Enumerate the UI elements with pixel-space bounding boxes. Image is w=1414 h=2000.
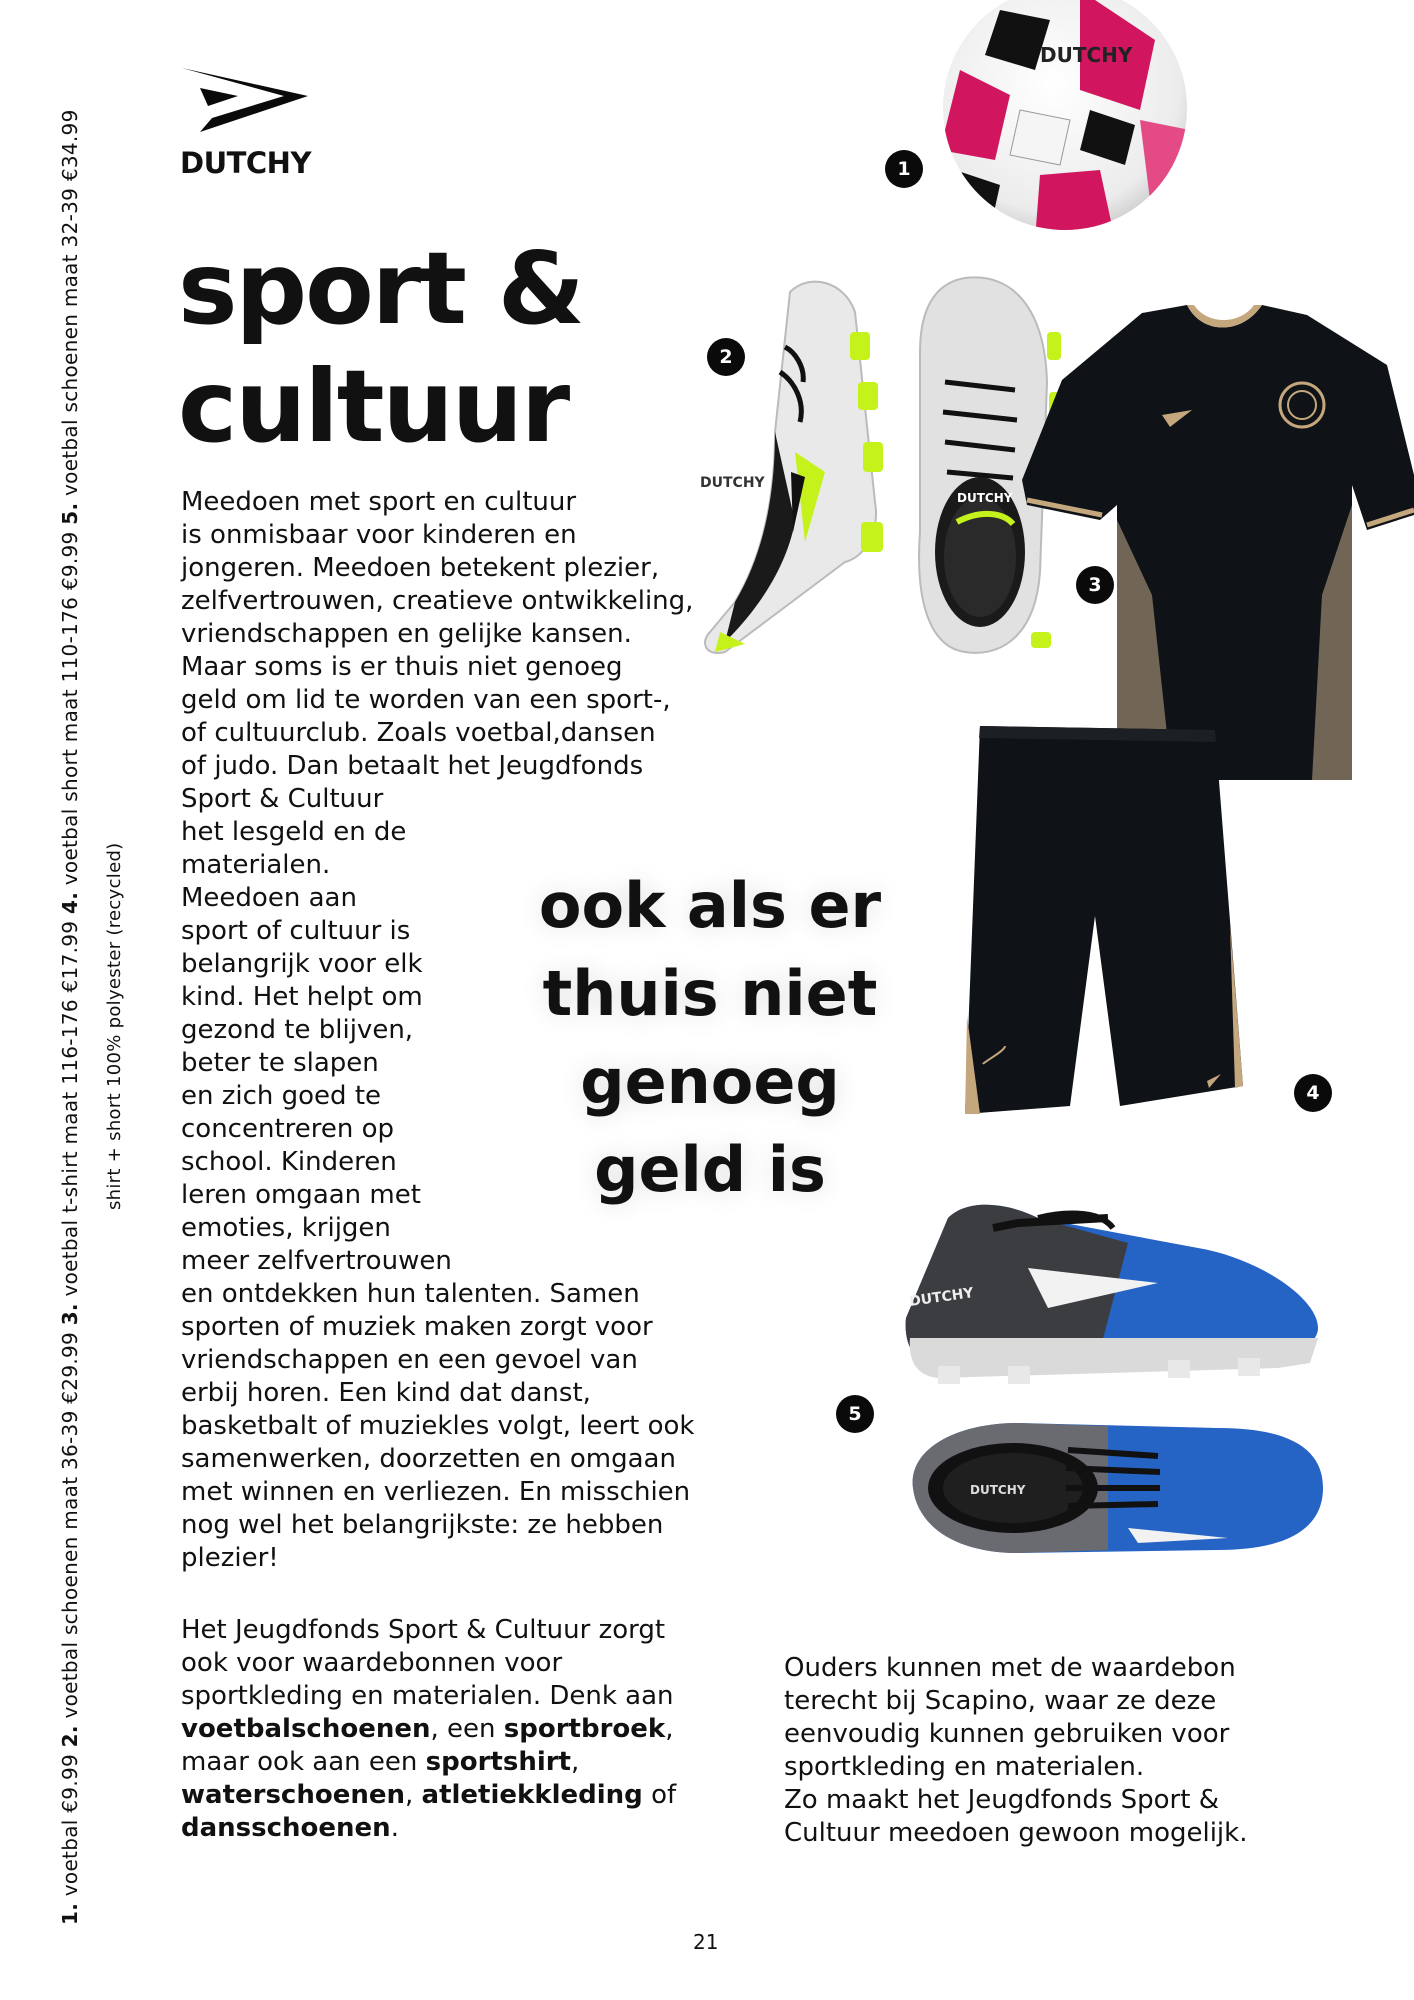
- caption-text-1: voetbal €9.99: [58, 1747, 82, 1903]
- item-sportbroek: sportbroek: [503, 1714, 666, 1744]
- black-shirt-image: [1022, 305, 1414, 780]
- white-football-boots-image: [695, 272, 1065, 662]
- voucher-paragraph: [181, 1614, 681, 1845]
- sep: , een: [430, 1714, 496, 1744]
- brand-name: DUTCHY: [180, 146, 311, 180]
- product-badge-4: 4: [1294, 1074, 1332, 1112]
- text-line: school. Kinderen: [181, 1147, 397, 1177]
- text-line: en ontdekken hun talenten. Samen: [181, 1279, 640, 1309]
- item-dansschoenen: dansschoenen: [181, 1813, 391, 1843]
- caption-num-1: 1.: [58, 1902, 82, 1925]
- text-line: is onmisbaar voor kinderen en: [181, 520, 577, 550]
- text-line: Meedoen met sport en cultuur: [181, 487, 577, 517]
- item-voetbalschoenen: voetbalschoenen: [181, 1714, 431, 1744]
- text-line: jongeren. Meedoen betekent plezier,: [181, 553, 660, 583]
- product-badge-3: 3: [1076, 566, 1114, 604]
- text-line: en zich goed te: [181, 1081, 382, 1111]
- item-waterschoenen: waterschoenen: [181, 1780, 405, 1810]
- text-line: vriendschappen en een gevoel van: [181, 1345, 638, 1375]
- text-line: geld om lid te worden van een sport-,: [181, 685, 671, 715]
- voucher-intro: Het Jeugdfonds Sport & Cultuur zorgt ook voor waardebonnen voor sportkleding en materialen. Denk aan: [181, 1615, 674, 1711]
- sep: ,: [405, 1780, 414, 1810]
- text-line: emoties, krijgen: [181, 1213, 391, 1243]
- text-line: erbij horen. Een kind dat danst,: [181, 1378, 591, 1408]
- title-line-1: sport &: [178, 230, 583, 347]
- text-line: belangrijk voor elk: [181, 949, 423, 979]
- text-line: Sport & Cultuur: [181, 784, 384, 814]
- boot-top-text: DUTCHY: [957, 491, 1013, 505]
- scapino-text: Ouders kunnen met de waardebon terecht bij Scapino, waar ze deze eenvoudig kunnen gebruiken voor sportkleding en materialen.: [784, 1653, 1236, 1782]
- product-badge-1: 1: [885, 150, 923, 188]
- page-number: 21: [693, 1930, 719, 1954]
- text-line: basketbalt of muziekles volgt, leert ook: [181, 1411, 695, 1441]
- quote-line-4: geld is: [594, 1133, 826, 1206]
- scapino-paragraph: [784, 1652, 1284, 1850]
- item-sportshirt: sportshirt: [425, 1747, 571, 1777]
- boot-side-text: DUTCHY: [700, 475, 765, 491]
- text-line: sport of cultuur is: [181, 916, 411, 946]
- text-line: samenwerken, doorzetten en omgaan: [181, 1444, 676, 1474]
- item-atletiekkleding: atletiekkleding: [421, 1780, 643, 1810]
- caption-num-4: 4.: [58, 891, 82, 915]
- quote-line-1: ook als er: [538, 869, 882, 942]
- text-line: sporten of muziek maken zorgt voor: [181, 1312, 653, 1342]
- caption-num-2: 2.: [58, 1725, 82, 1748]
- text-line: gezond te blijven,: [181, 1015, 414, 1045]
- text-line: zelfvertrouwen, creatieve ontwikkeling,: [181, 586, 694, 616]
- quote-line-3: genoeg: [580, 1045, 840, 1118]
- text-line: of judo. Dan betaalt het Jeugdfonds: [181, 751, 644, 781]
- closing-text: Zo maakt het Jeugdfonds Sport & Cultuur meedoen gewoon mogelijk.: [784, 1785, 1248, 1848]
- caption-text-2: voetbal schoenen maat 36-39 €29.99: [58, 1325, 82, 1726]
- text-line: vriendschappen en gelijke kansen.: [181, 619, 632, 649]
- text-line: kind. Het helpt om: [181, 982, 423, 1012]
- sep: of: [651, 1780, 677, 1810]
- football-image: [940, 0, 1190, 232]
- sep: .: [390, 1813, 399, 1843]
- text-line: plezier!: [181, 1543, 279, 1573]
- caption-text-5: voetbal schoenen maat 32-39 €34.99: [58, 109, 82, 503]
- product-badge-5: 5: [836, 1395, 874, 1433]
- boot-side-text: DUTCHY: [908, 1285, 975, 1310]
- text-line: Meedoen aan: [181, 883, 357, 913]
- title-line-2: cultuur: [178, 348, 569, 465]
- blue-football-boots-image: [898, 1188, 1328, 1578]
- caption-text-4: voetbal short maat 110-176 €9.99: [58, 524, 82, 892]
- price-caption: [58, 109, 82, 1925]
- black-shorts-image: [945, 726, 1245, 1118]
- page-title: [178, 230, 583, 466]
- text-line: meer zelfvertrouwen: [181, 1246, 452, 1276]
- pull-quote: [500, 862, 920, 1214]
- product-badge-2: 2: [707, 338, 745, 376]
- text-line: het lesgeld en de: [181, 817, 407, 847]
- material-note: shirt + short 100% polyester (recycled): [104, 842, 125, 1210]
- text-line: leren omgaan met: [181, 1180, 421, 1210]
- sep: , maar ook aan een: [181, 1714, 674, 1777]
- text-line: materialen.: [181, 850, 331, 880]
- caption-num-3: 3.: [58, 1303, 82, 1326]
- caption-num-5: 5.: [58, 502, 82, 525]
- ball-logo-text: DUTCHY: [1040, 43, 1133, 67]
- quote-line-2: thuis niet: [542, 957, 878, 1030]
- text-line: concentreren op: [181, 1114, 395, 1144]
- sep: ,: [571, 1747, 580, 1777]
- caption-text-3: voetbal t-shirt maat 116-176 €17.99: [58, 914, 82, 1304]
- text-line: met winnen en verliezen. En misschien: [181, 1477, 691, 1507]
- text-line: Maar soms is er thuis niet genoeg: [181, 652, 623, 682]
- boot-top-text: DUTCHY: [970, 1483, 1026, 1497]
- dutchy-logo-icon: [180, 66, 310, 136]
- text-line: of cultuurclub. Zoals voetbal,dansen: [181, 718, 656, 748]
- text-line: nog wel het belangrijkste: ze hebben: [181, 1510, 664, 1540]
- text-line: beter te slapen: [181, 1048, 379, 1078]
